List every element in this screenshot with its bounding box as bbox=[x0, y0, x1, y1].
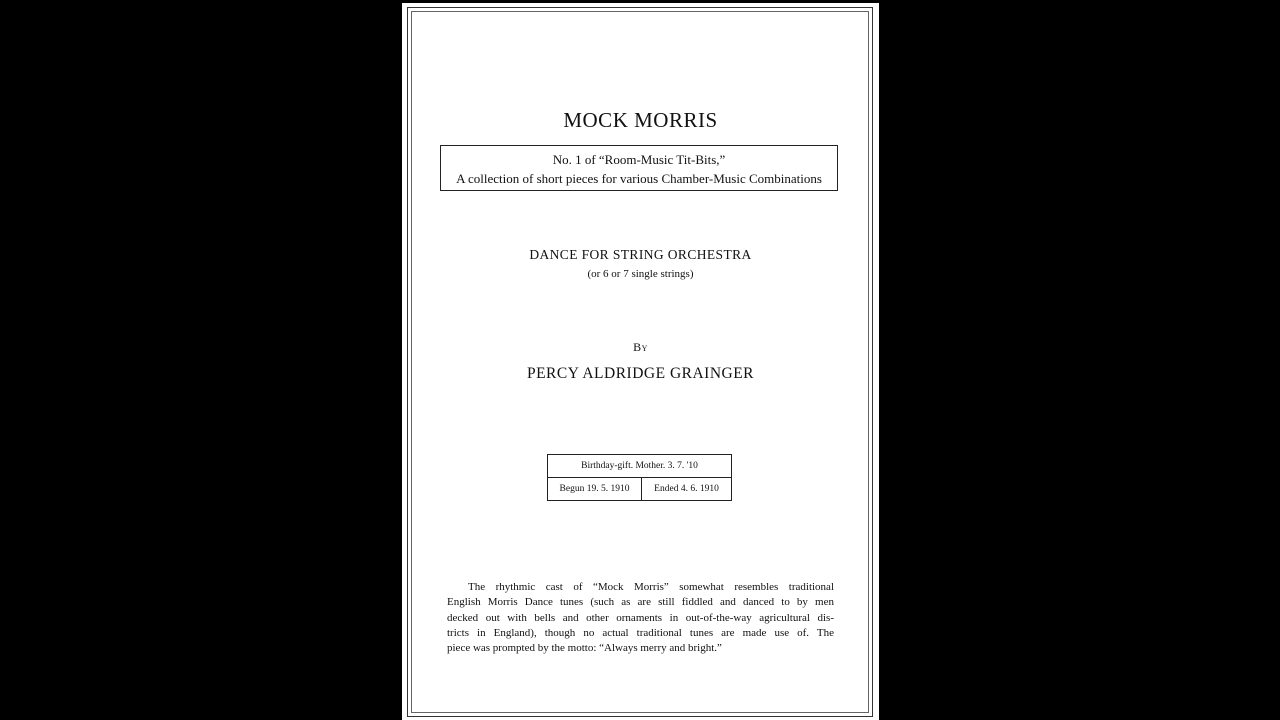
piece-title: MOCK MORRIS bbox=[563, 108, 718, 132]
begun-cell: Begun 19. 5. 1910 bbox=[548, 478, 642, 500]
instrumentation-heading: DANCE FOR STRING ORCHESTRA bbox=[529, 247, 752, 262]
dedication-cell: Birthday-gift. Mother. 3. 7. '10 bbox=[548, 455, 731, 478]
program-note-line: decked out with bells and other ornaments in out-of-the-way agricultural dis- bbox=[447, 611, 834, 624]
composer-name: PERCY ALDRIDGE GRAINGER bbox=[526, 365, 755, 382]
program-note-line: tricts in England), though no actual traditional tunes are made use of. The bbox=[447, 626, 834, 639]
subtitle-line-2: A collection of short pieces for various Chamber-Music Combinations bbox=[456, 171, 822, 186]
program-note-line: The rhythmic cast of “Mock Morris” somewhat resembles traditional bbox=[468, 581, 834, 593]
by-label: By bbox=[633, 340, 648, 354]
date-table bbox=[547, 454, 732, 501]
instrumentation-note: (or 6 or 7 single strings) bbox=[587, 268, 694, 280]
subtitle-box bbox=[440, 145, 838, 191]
ended-cell: Ended 4. 6. 1910 bbox=[654, 484, 719, 494]
program-note bbox=[447, 580, 834, 656]
subtitle-line-1: No. 1 of “Room-Music Tit-Bits,” bbox=[552, 152, 726, 167]
score-title-page bbox=[402, 3, 879, 720]
program-note-line: piece was prompted by the motto: “Always merry and bright.” bbox=[447, 642, 722, 655]
program-note-line: English Morris Dance tunes (such as are still fiddled and danced to by men bbox=[447, 596, 834, 609]
